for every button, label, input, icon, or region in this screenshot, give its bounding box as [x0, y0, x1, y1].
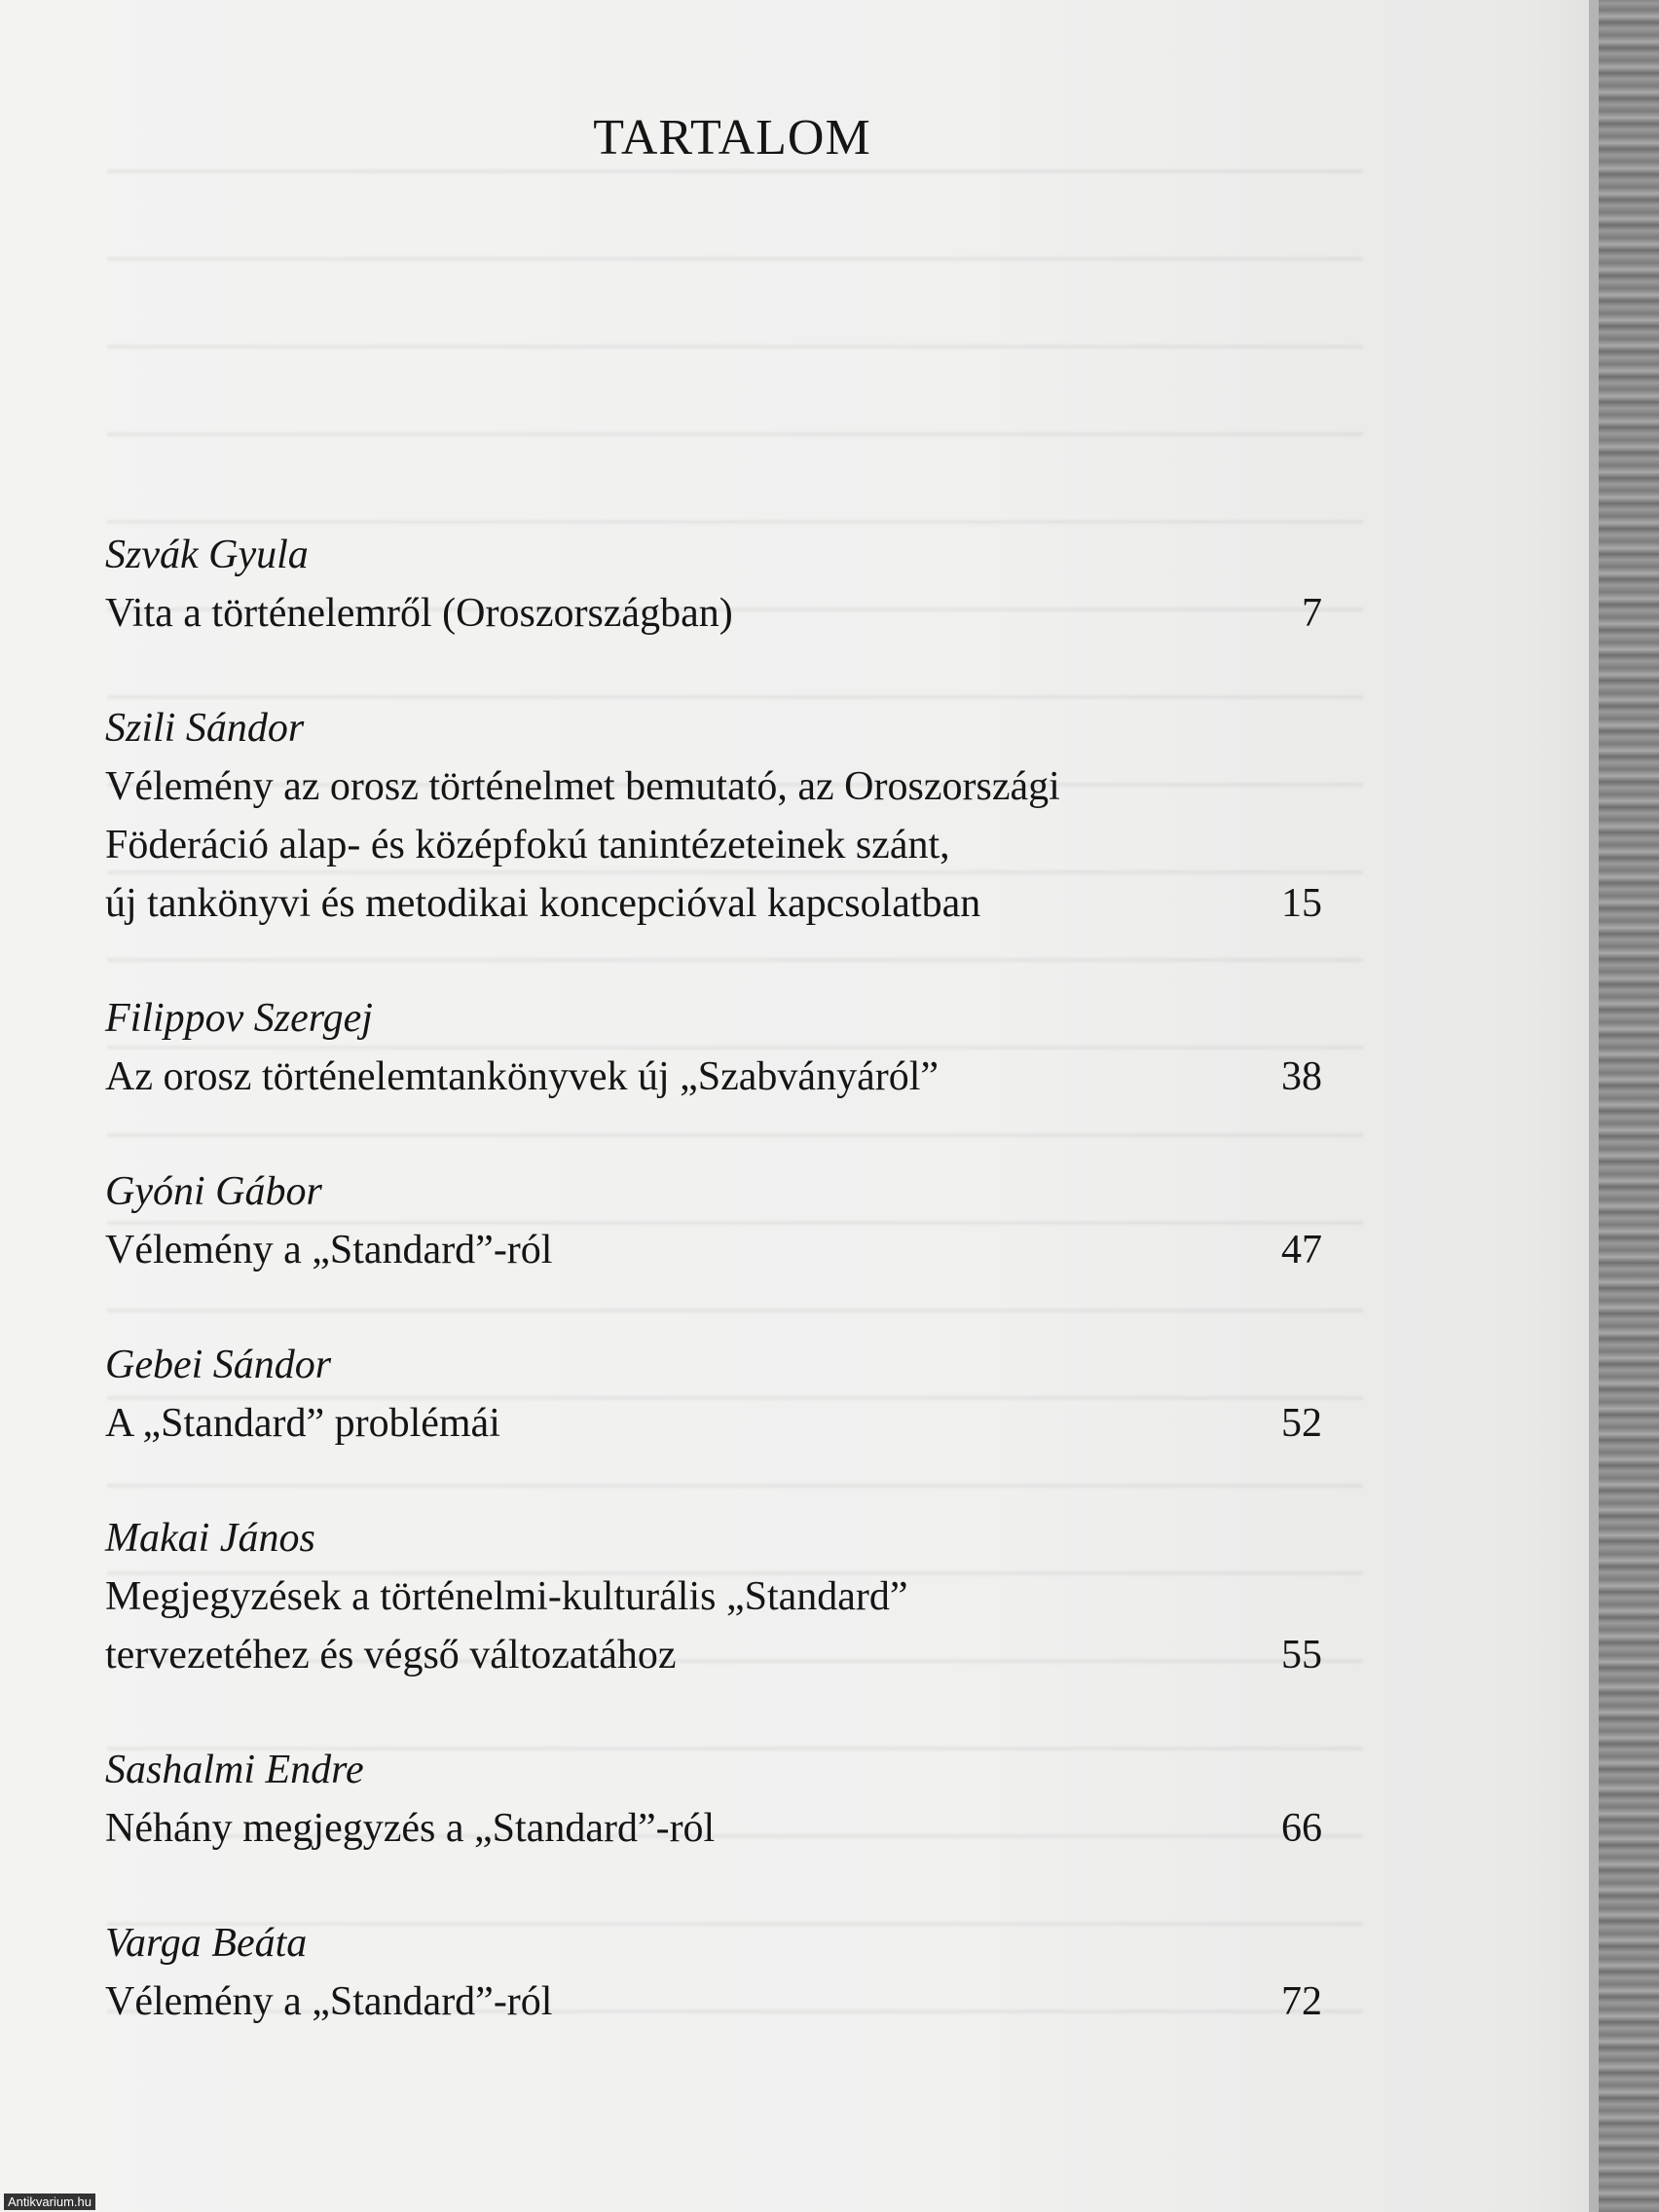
entry-author: Filippov Szergej	[105, 996, 373, 1041]
toc-entry	[105, 1336, 1322, 1453]
entry-title-line: Vélemény az orosz történelmet bemutató, az Oroszországi	[105, 764, 1060, 809]
entry-author: Varga Beáta	[105, 1921, 308, 1966]
entry-author: Szvák Gyula	[105, 533, 309, 577]
page-title: TARTALOM	[593, 110, 871, 166]
entry-page-number: 38	[1281, 1054, 1322, 1099]
entry-title	[105, 1394, 1322, 1453]
entry-page-number: 72	[1281, 1979, 1322, 2024]
entry-title	[105, 1567, 1322, 1684]
toc-entry	[105, 526, 1322, 643]
entry-page-number: 55	[1281, 1633, 1322, 1677]
entry-title-line: A „Standard” problémái	[105, 1401, 500, 1446]
entry-title-line: Vita a történelemről (Oroszországban)	[105, 591, 733, 636]
entry-page-number: 52	[1281, 1401, 1322, 1446]
toc-entry	[105, 1509, 1322, 1684]
entry-title-line: Néhány megjegyzés a „Standard”-ról	[105, 1806, 716, 1851]
entry-page-number: 7	[1302, 591, 1322, 636]
entry-title	[105, 1972, 1322, 2031]
entry-page-number: 47	[1281, 1228, 1322, 1272]
book-page-edges	[1589, 0, 1659, 2212]
entry-title	[105, 1221, 1322, 1279]
table-of-contents	[105, 526, 1322, 2087]
toc-entry	[105, 1914, 1322, 2031]
watermark: Antikvarium.hu	[4, 2194, 95, 2210]
entry-title	[105, 1799, 1322, 1858]
toc-entry	[105, 1162, 1322, 1279]
entry-title-line: Föderáció alap- és középfokú tanintézeteinek szánt,	[105, 823, 950, 867]
entry-title-line: Megjegyzések a történelmi-kulturális „Standard”	[105, 1574, 908, 1619]
entry-title	[105, 757, 1322, 933]
entry-title-line: Az orosz történelemtankönyvek új „Szabványáról”	[105, 1054, 940, 1099]
entry-author: Gyóni Gábor	[105, 1169, 322, 1214]
entry-author: Makai János	[105, 1516, 315, 1561]
entry-title-line: Vélemény a „Standard”-ról	[105, 1979, 553, 2024]
entry-author: Gebei Sándor	[105, 1343, 332, 1387]
entry-author: Szili Sándor	[105, 706, 305, 751]
entry-title-line: Vélemény a „Standard”-ról	[105, 1228, 553, 1272]
entry-title	[105, 584, 1322, 643]
toc-entry	[105, 989, 1322, 1106]
toc-entry	[105, 1741, 1322, 1858]
entry-title-line: új tankönyvi és metodikai koncepcióval kapcsolatban	[105, 881, 981, 926]
entry-title-line: tervezetéhez és végső változatához	[105, 1633, 677, 1677]
toc-entry	[105, 699, 1322, 933]
entry-page-number: 15	[1281, 881, 1322, 926]
entry-title	[105, 1048, 1322, 1106]
entry-page-number: 66	[1281, 1806, 1322, 1851]
entry-author: Sashalmi Endre	[105, 1748, 364, 1792]
